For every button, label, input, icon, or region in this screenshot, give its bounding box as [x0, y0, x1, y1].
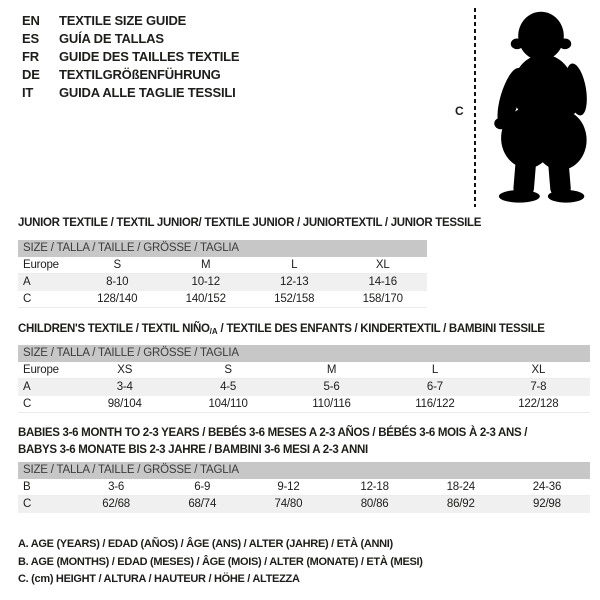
height-cell: 62/68 [102, 498, 130, 510]
language-code: EN [22, 13, 40, 28]
language-row-en [22, 12, 239, 30]
row-label: B [23, 481, 31, 493]
age-cell: 18-24 [446, 481, 475, 493]
size-cell: L [431, 364, 439, 376]
age-cell: 7-8 [530, 381, 547, 393]
junior-section-title: JUNIOR TEXTILE / TEXTIL JUNIOR/ TEXTILE JUNIOR / JUNIORTEXTIL / JUNIOR TESSILE [18, 217, 482, 229]
height-dashed-line [474, 8, 476, 207]
height-cell: 74/80 [274, 498, 303, 510]
size-cell: XL [531, 364, 546, 376]
row-label: A [23, 381, 31, 393]
table-row-europe [18, 257, 427, 274]
baby-silhouette-icon [484, 4, 598, 206]
language-row-es [22, 30, 239, 48]
babies-size-table [18, 462, 590, 513]
language-label: GUIDE DES TAILLES TEXTILE [59, 49, 240, 64]
language-list [22, 12, 239, 102]
age-cell: 6-7 [426, 381, 443, 393]
language-label: TEXTILE SIZE GUIDE [59, 13, 187, 28]
height-cell: 122/128 [518, 398, 559, 410]
babies-title-line2: BABYS 3-6 MONATE BIS 2-3 JAHRE / BAMBINI 3-6 MESI A 2-3 ANNI [18, 444, 368, 456]
height-cell: 140/152 [185, 293, 226, 305]
row-label: Europe [23, 364, 59, 376]
language-label: TEXTILGRÖßENFÜHRUNG [59, 67, 221, 82]
language-row-it [22, 84, 239, 102]
table-row-height [18, 396, 590, 413]
footnote-b: B. AGE (MONTHS) / EDAD (MESES) / ÂGE (MOIS) / ALTER (MONATE) / ETÀ (MESI) [18, 555, 423, 568]
row-label: A [23, 276, 31, 288]
row-label: C [23, 398, 32, 410]
junior-size-table [18, 240, 427, 308]
footnote-legend [18, 536, 423, 589]
age-cell: 3-6 [108, 481, 125, 493]
children-title-subscript: /A [209, 327, 218, 336]
table-row-age-months [18, 479, 590, 496]
height-marker-c: C [455, 104, 464, 118]
height-cell: 116/122 [415, 398, 455, 410]
children-size-table [18, 345, 590, 413]
size-cell: S [113, 259, 121, 271]
age-cell: 4-5 [220, 381, 237, 393]
height-cell: 152/158 [274, 293, 315, 305]
row-label: C [23, 293, 32, 305]
age-cell: 5-6 [323, 381, 340, 393]
height-cell: 80/86 [360, 498, 389, 510]
age-cell: 10-12 [191, 276, 220, 288]
language-code: FR [22, 49, 39, 64]
height-cell: 92/98 [533, 498, 561, 510]
age-cell: 9-12 [277, 481, 300, 493]
language-label: GUIDA ALLE TAGLIE TESSILI [59, 85, 236, 100]
age-cell: 3-4 [116, 381, 133, 393]
size-cell: XL [375, 259, 390, 271]
language-code: ES [22, 31, 39, 46]
height-cell: 110/116 [312, 398, 351, 410]
footnote-a: A. AGE (YEARS) / EDAD (AÑOS) / ÂGE (ANS) / ALTER (JAHRE) / ETÀ (ANNI) [18, 538, 393, 550]
language-label: GUÍA DE TALLAS [59, 31, 164, 46]
table-row-height [18, 496, 590, 513]
size-cell: XS [117, 364, 133, 376]
age-cell: 12-18 [360, 481, 389, 493]
table-row-age [18, 379, 590, 396]
size-table-header: SIZE / TALLA / TAILLE / GRÖSSE / TAGLIA [18, 240, 427, 257]
age-cell: 6-9 [194, 481, 211, 493]
height-cell: 98/104 [107, 398, 142, 410]
row-label: C [23, 498, 32, 510]
height-cell: 128/140 [97, 293, 138, 305]
height-cell: 86/92 [446, 498, 475, 510]
language-row-de [22, 66, 239, 84]
table-row-europe [18, 362, 590, 379]
children-section-title [18, 321, 545, 338]
children-title-pre: CHILDREN'S TEXTILE / TEXTIL NIÑO [18, 323, 210, 335]
size-cell: M [326, 364, 337, 376]
language-row-fr [22, 48, 239, 66]
babies-title-line1: BABIES 3-6 MONTH TO 2-3 YEARS / BEBÉS 3-6 MESES A 2-3 AÑOS / BÉBÉS 3-6 MOIS À 2-3 ANS / [18, 427, 528, 439]
language-code: DE [22, 67, 40, 82]
children-title-post: / TEXTILE DES ENFANTS / KINDERTEXTIL / BAMBINI TESSILE [217, 323, 545, 335]
footnote-c: C. (cm) HEIGHT / ALTURA / HAUTEUR / HÖHE / ALTEZZA [18, 573, 300, 585]
table-row-age [18, 274, 427, 291]
size-cell: S [224, 364, 232, 376]
row-label: Europe [23, 259, 59, 271]
height-cell: 68/74 [188, 498, 217, 510]
height-cell: 158/170 [362, 293, 403, 305]
language-code: IT [22, 85, 34, 100]
size-table-header: SIZE / TALLA / TAILLE / GRÖSSE / TAGLIA [18, 345, 590, 362]
age-cell: 12-13 [280, 276, 309, 288]
size-cell: M [201, 259, 211, 271]
age-cell: 8-10 [106, 276, 129, 288]
babies-section-title [18, 425, 527, 459]
size-cell: L [291, 259, 298, 271]
age-cell: 14-16 [368, 276, 397, 288]
size-table-header: SIZE / TALLA / TAILLE / GRÖSSE / TAGLIA [18, 462, 590, 479]
age-cell: 24-36 [532, 481, 562, 493]
height-cell: 104/110 [208, 398, 248, 410]
table-row-height [18, 291, 427, 308]
